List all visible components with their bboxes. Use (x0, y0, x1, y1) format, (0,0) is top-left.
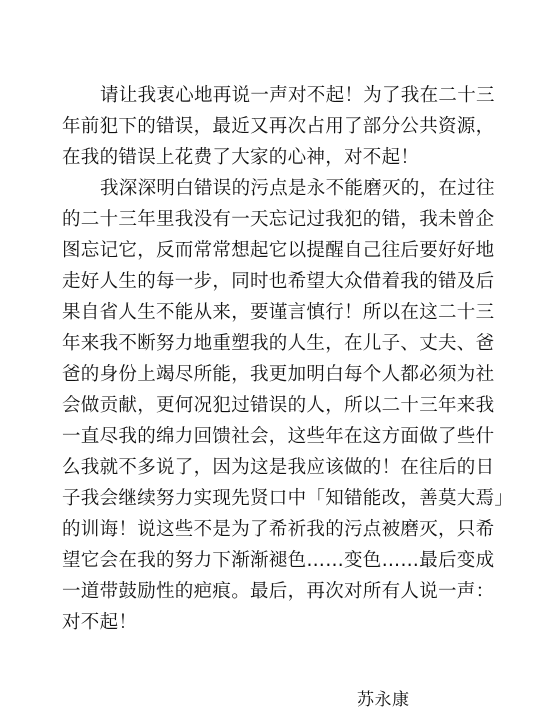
text-line: 年前犯下的错误，最近又再次占用了部分公共资源， (62, 116, 495, 137)
text-line: 的训诲！说这些不是为了希祈我的污点被磨灭，只希 (62, 519, 495, 540)
text-line: 子我会继续努力实现先贤口中「知错能改，善莫大焉」 (62, 488, 514, 509)
text-line: 我深深明白错误的污点是永不能磨灭的，在过往 (100, 178, 495, 199)
paragraph-1 (62, 80, 495, 173)
paragraph-2 (62, 173, 514, 638)
text-line: 走好人生的每一步，同时也希望大众借着我的错及后 (62, 271, 495, 292)
text-line: 会做贡献，更何况犯过错误的人，所以二十三年来我 (62, 395, 495, 416)
text-line: 么我就不多说了，因为这是我应该做的！在往后的日 (62, 457, 495, 478)
text-line: 图忘记它，反而常常想起它以提醒自己往后要好好地 (62, 240, 495, 261)
text-line: 一道带鼓励性的疤痕。最后，再次对所有人说一声： (62, 581, 495, 602)
text-line: 的二十三年里我没有一天忘记过我犯的错，我未曾企 (62, 209, 495, 230)
text-line: 一直尽我的绵力回馈社会，这些年在这方面做了些什 (62, 426, 495, 447)
text-line: 爸的身份上竭尽所能，我更加明白每个人都必须为社 (62, 364, 495, 385)
text-line: 年来我不断努力地重塑我的人生，在儿子、丈夫、爸 (62, 333, 495, 354)
signature: 苏永康 (357, 690, 410, 710)
text-line: 请让我衷心地再说一声对不起！为了我在二十三 (100, 85, 495, 106)
text-line: 望它会在我的努力下渐渐褪色……变色……最后变成 (62, 550, 495, 571)
text-line: 在我的错误上花费了大家的心神，对不起！ (62, 147, 420, 168)
letter-body (62, 80, 514, 638)
text-line: 果自省人生不能从来，要谨言慎行！所以在这二十三 (62, 302, 495, 323)
text-line: 对不起！ (62, 612, 138, 633)
